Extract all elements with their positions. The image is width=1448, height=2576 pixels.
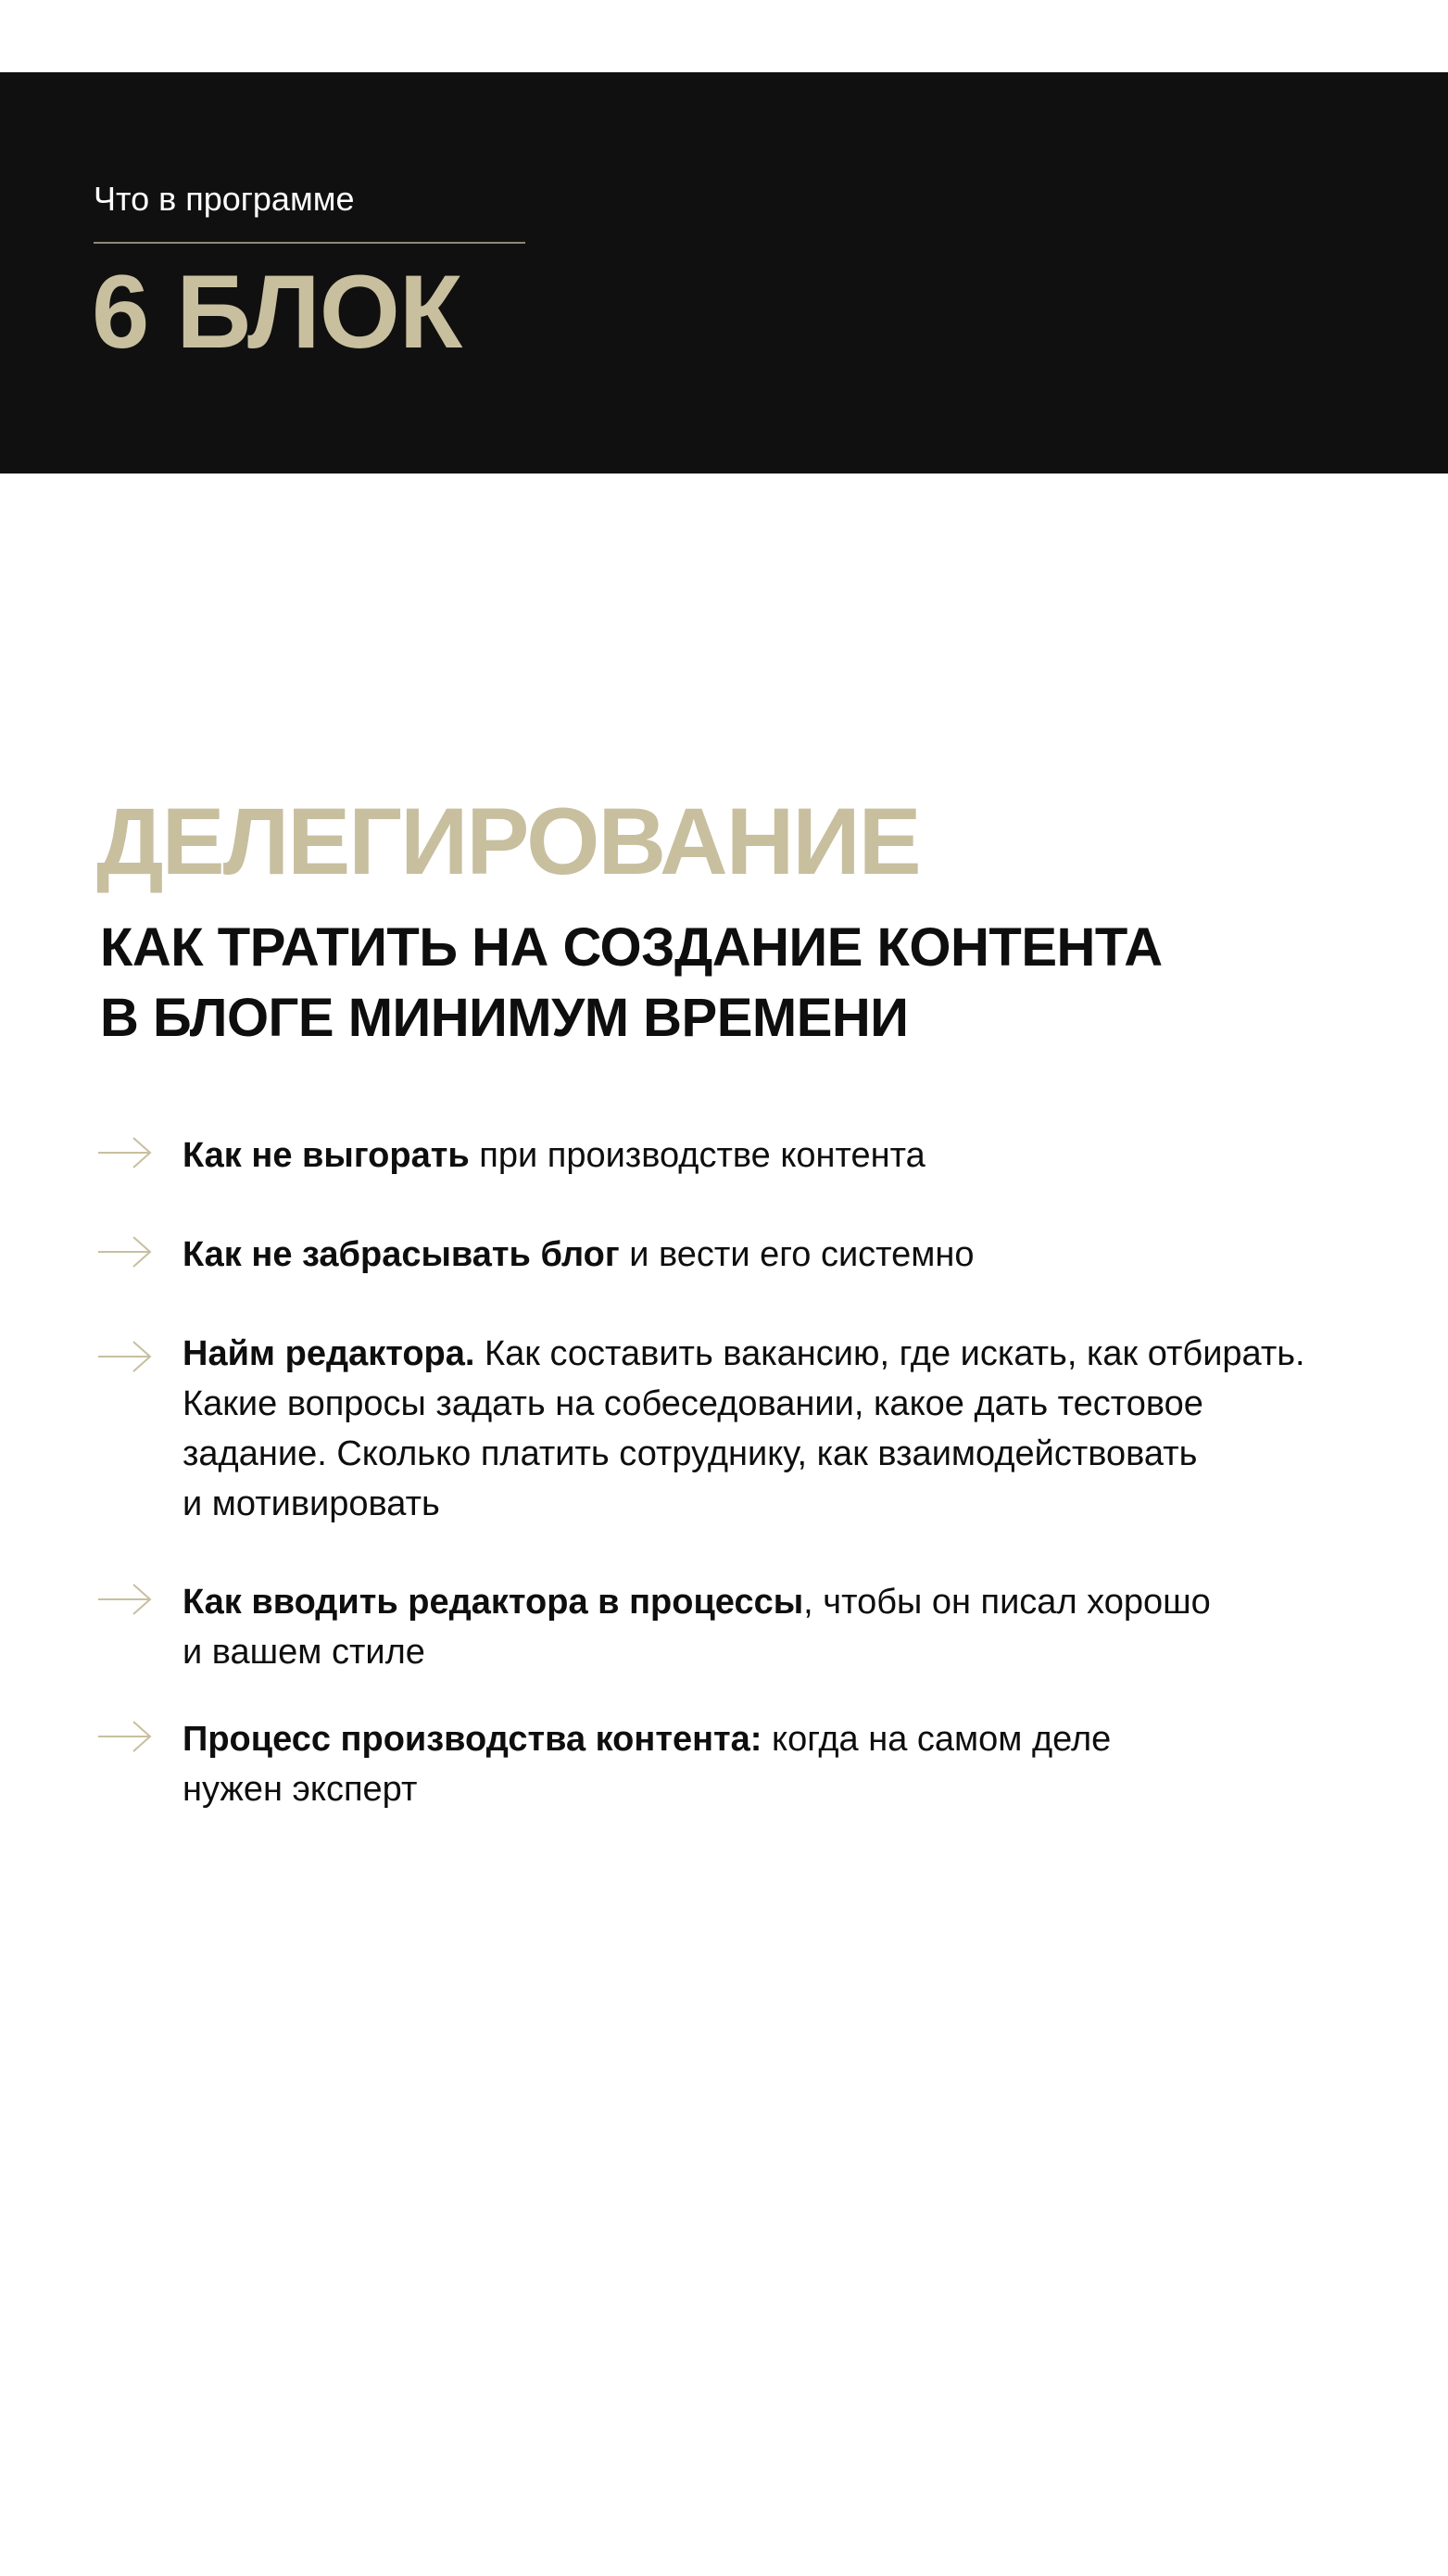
list-item-bold: Процесс производства контента: (183, 1720, 762, 1759)
list-item-text (183, 1329, 1415, 1529)
list-item-bold: Как не забрасывать блог (183, 1235, 620, 1274)
list-item-regular: при производстве контента (469, 1136, 925, 1175)
arrow-right-icon (96, 1134, 154, 1171)
list-item-text (183, 1230, 1415, 1280)
section-title: ДЕЛЕГИРОВАНИЕ (96, 789, 920, 894)
list-item-line: и мотивировать (183, 1484, 440, 1523)
arrow-right-icon (96, 1338, 154, 1375)
list-item-regular: и вести его системно (619, 1235, 975, 1274)
arrow-right-icon (96, 1233, 154, 1270)
list-item-text (183, 1577, 1415, 1677)
list-item-line (183, 1130, 1415, 1181)
list-item-line: нужен эксперт (183, 1770, 418, 1809)
subtitle-line: КАК ТРАТИТЬ НА СОЗДАНИЕ КОНТЕНТА (100, 917, 1163, 978)
subtitle-line: В БЛОГЕ МИНИМУМ ВРЕМЕНИ (100, 988, 909, 1048)
list-item-bold: Как вводить редактора в процессы (183, 1583, 804, 1622)
list-item-bold: Найм редактора. (183, 1334, 475, 1373)
program-kicker: Что в программе (94, 180, 355, 218)
list-item-line (183, 1714, 1415, 1764)
list-item-line: Какие вопросы задать на собеседовании, какое дать тестовое (183, 1384, 1203, 1423)
list-item-text (183, 1714, 1415, 1814)
arrow-right-icon (96, 1581, 154, 1618)
list-item-line: и вашем стиле (183, 1633, 425, 1672)
list-item-line (183, 1577, 1415, 1627)
list-item-line (183, 1329, 1415, 1379)
list-item-line: задание. Сколько платить сотруднику, как взаимодействовать (183, 1434, 1198, 1473)
list-item-regular: когда на самом деле (762, 1720, 1112, 1759)
list-item-line (183, 1230, 1415, 1280)
block-title: 6 БЛОК (92, 254, 462, 370)
list-item-regular: Как составить вакансию, где искать, как отбирать. (474, 1334, 1305, 1373)
list-item-bold: Как не выгорать (183, 1136, 470, 1175)
arrow-right-icon (96, 1718, 154, 1755)
list-item-regular: , чтобы он писал хорошо (803, 1583, 1211, 1622)
list-item-text (183, 1130, 1415, 1181)
